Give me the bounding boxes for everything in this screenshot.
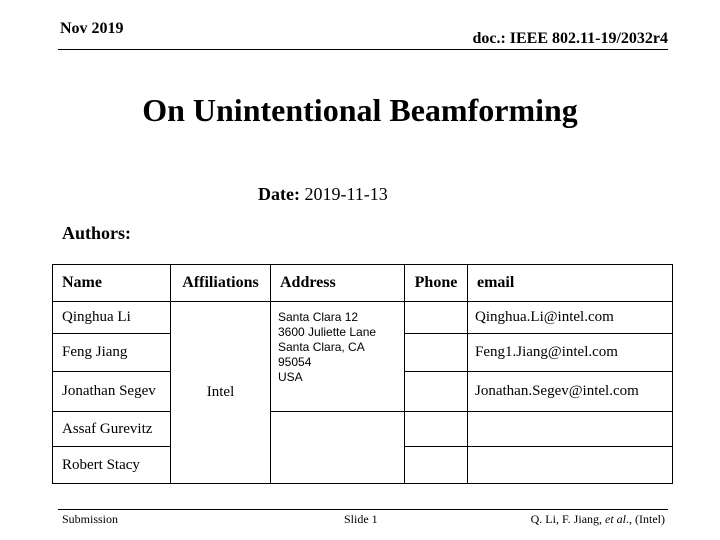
phone-cell [405,302,468,334]
email-cell: Qinghua.Li@intel.com [468,302,673,334]
email-cell: Jonathan.Segev@intel.com [468,372,673,412]
affiliation-cell: Intel [171,302,271,484]
footer-authors-names: Q. Li, F. Jiang, [530,512,606,526]
author-name: Robert Stacy [53,447,171,484]
column-header-address: Address [271,265,405,302]
header-divider [58,49,668,50]
authors-heading: Authors: [62,223,132,243]
address-line: 95054 [278,355,312,369]
email-cell [468,447,673,484]
footer-affiliation: ., (Intel) [626,512,665,526]
date-value: 2019-11-13 [304,184,388,204]
header-doc-id: doc.: IEEE 802.11-19/2032r4 [472,30,668,47]
footer-authors [531,512,665,527]
address-cell [271,302,405,412]
email-cell [468,412,673,447]
footer-divider [58,509,668,510]
address-line: 3600 Juliette Lane [278,325,377,339]
footer-et-al: et al [605,512,627,526]
author-name: Qinghua Li [53,302,171,334]
table-header-row [53,265,673,302]
email-cell: Feng1.Jiang@intel.com [468,334,673,372]
author-name: Feng Jiang [53,334,171,372]
phone-cell [405,372,468,412]
column-header-affiliations: Affiliations [171,265,271,302]
address-line: USA [278,370,303,384]
table-row [53,412,673,447]
footer-slide-number: Slide 1 [344,512,378,526]
date-label: Date: [258,184,300,204]
header-date: Nov 2019 [60,20,124,37]
slide-title: On Unintentional Beamforming [142,92,578,128]
table-row [53,302,673,334]
phone-cell [405,334,468,372]
column-header-phone: Phone [405,265,468,302]
address-line: Santa Clara 12 [278,310,359,324]
footer-submission: Submission [62,512,119,526]
column-header-name: Name [53,265,171,302]
column-header-email: email [468,265,673,302]
author-name: Jonathan Segev [53,372,171,412]
address-line: Santa Clara, CA [278,340,365,354]
phone-cell [405,447,468,484]
authors-table [52,264,673,484]
author-name: Assaf Gurevitz [53,412,171,447]
phone-cell [405,412,468,447]
address-cell-empty [271,412,405,484]
date-line [258,184,388,205]
